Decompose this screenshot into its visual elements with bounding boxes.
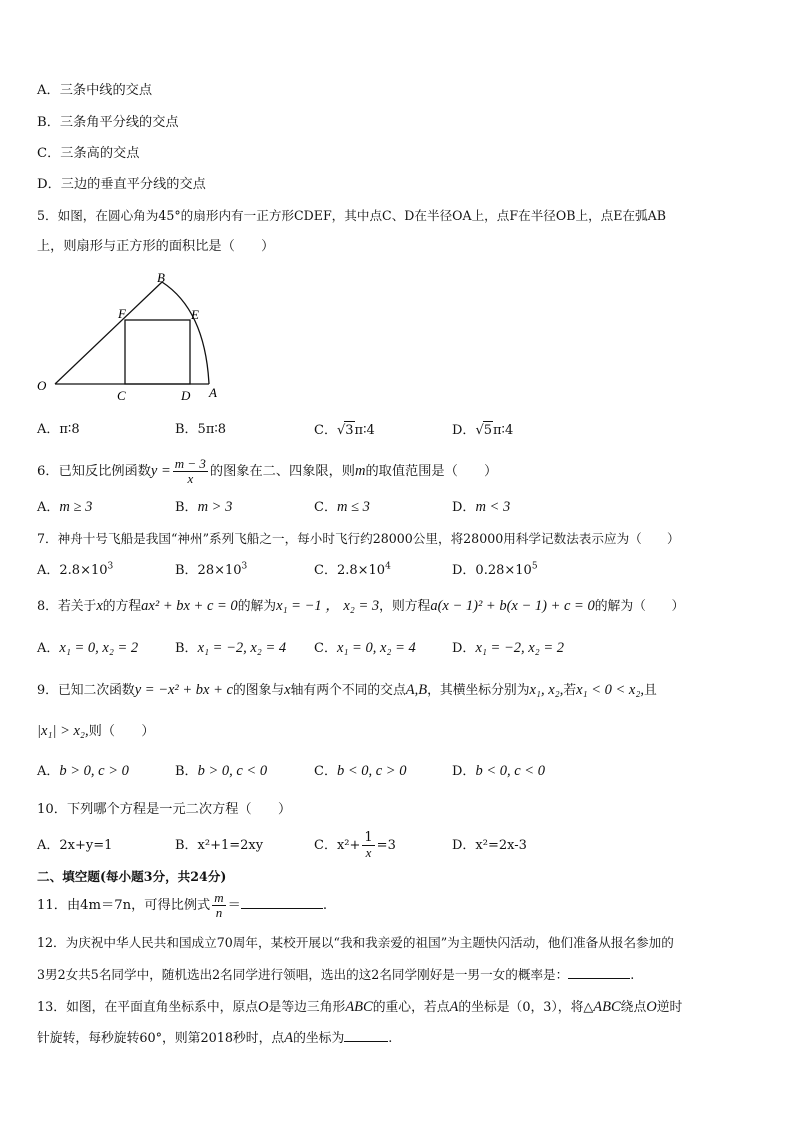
q10-option-d: D．x²=2x-3 xyxy=(452,838,527,853)
section2-title: 二、填空题(每小题3分，共24分) xyxy=(37,869,227,884)
label-b: B xyxy=(157,270,165,285)
q13-stem-line2: 针旋转，每秒旋转60°，则第2018秒时，点A的坐标为 . xyxy=(37,1030,393,1046)
q8-option-d: D．x₁ = −2, x₂ = 2 xyxy=(452,640,564,656)
q10-option-c: C．x²+ $\frac{1}{x}$ =3 xyxy=(314,830,396,860)
radius-ob xyxy=(55,282,162,384)
label-d: D xyxy=(181,388,191,403)
label-a: A xyxy=(209,385,217,400)
q5-stem-line1: 5．如图，在圆心角为45°的扇形内有一正方形CDEF，其中点C、D在半径OA上，点F在半径OB上，点E在弧AB xyxy=(37,208,666,223)
q9-option-c: C．b < 0, c > 0 xyxy=(314,763,407,779)
q12-stem-line2: 3男2女共5名同学中，随机选出2名同学进行领唱，选出的这2名同学刚好是一男一女的概率是： . xyxy=(37,967,635,982)
q9-option-d: D．b < 0, c < 0 xyxy=(452,763,545,779)
q6-stem: 6．已知反比例函数y = $\frac{m - 3}{x}$ 的图象在二、四象限，则m的取值范围是（ ） xyxy=(37,456,498,486)
square-cdef xyxy=(125,320,190,384)
q6-option-b: B．m > 3 xyxy=(175,499,233,515)
prev-option-c: C．三条高的交点 xyxy=(37,146,140,161)
q8-option-a: A．x₁ = 0, x₂ = 2 xyxy=(37,640,139,656)
q13-stem-line1: 13．如图，在平面直角坐标系中，原点O是等边三角形ABC的重心，若点A的坐标是（0，3），将△ABC绕点O逆时 xyxy=(37,999,683,1015)
q7-option-a: A．$2.8\times 10^3$ xyxy=(37,561,114,578)
q7-option-d: D．$0.28\times 10^5$ xyxy=(452,561,538,578)
q5-option-b: B．5π∶8 xyxy=(175,422,227,437)
q12-stem-line1: 12．为庆祝中华人民共和国成立70周年，某校开展以“我和我亲爱的祖国”为主题快闪活动，他们准备从报名参加的 xyxy=(37,935,674,950)
label-e: E xyxy=(191,307,199,322)
prev-option-d: D．三边的垂直平分线的交点 xyxy=(37,177,206,192)
q13-answer-blank[interactable] xyxy=(344,1029,388,1042)
q9-option-a: A．b > 0, c > 0 xyxy=(37,763,129,779)
q5-stem-line2: 上，则扇形与正方形的面积比是（ ） xyxy=(37,239,275,254)
q10-option-b: B．x²+1=2xy xyxy=(175,838,264,853)
q11-stem: 11．由4m＝7n，可得比例式 $\frac{m}{n}$ ＝ . xyxy=(37,890,328,920)
label-c: C xyxy=(117,388,126,403)
q9-option-b: B．b > 0, c < 0 xyxy=(175,763,268,779)
q11-answer-blank[interactable] xyxy=(241,896,323,909)
q5-option-c: C．√3π∶4 xyxy=(314,423,375,438)
arc-ab xyxy=(162,282,209,384)
q6-fraction: $\frac{m - 3}{x}$ xyxy=(174,456,206,486)
q10-option-a: A．2x+y=1 xyxy=(37,838,113,853)
q10-stem: 10．下列哪个方程是一元二次方程（ ） xyxy=(37,802,292,817)
q9-stem-line2: |x₁| > x₂,则（ ） xyxy=(37,723,155,739)
q6-option-d: D．m < 3 xyxy=(452,499,511,515)
q6-option-a: A．m ≥ 3 xyxy=(37,499,93,515)
q7-option-c: C．$2.8\times 10^4$ xyxy=(314,561,391,578)
q7-stem: 7．神舟十号飞船是我国“神州”系列飞船之一，每小时飞行约28000公里，将28000用科学记数法表示应为（ ） xyxy=(37,531,680,546)
q5-option-d: D．√5π∶4 xyxy=(452,423,514,438)
q7-option-b: B．$28\times 10^3$ xyxy=(175,561,248,578)
q9-stem-line1: 9．已知二次函数y = −x² + bx + c的图象与x轴有两个不同的交点A,B，其横坐标分别为x₁, x₂,若x₁ < 0 < x₂,且 xyxy=(37,682,657,698)
q5-option-a: A．π∶8 xyxy=(37,422,80,437)
q8-option-b: B．x₁ = −2, x₂ = 4 xyxy=(175,640,287,656)
prev-option-b: B．三条角平分线的交点 xyxy=(37,115,179,130)
q8-option-c: C．x₁ = 0, x₂ = 4 xyxy=(314,640,416,656)
label-f: F xyxy=(118,306,126,321)
label-o: O xyxy=(37,378,47,393)
q12-answer-blank[interactable] xyxy=(568,966,630,979)
q6-option-c: C．m ≤ 3 xyxy=(314,499,370,515)
sector-square-figure xyxy=(35,270,225,405)
q8-stem: 8．若关于x的方程ax² + bx + c = 0的解为x₁ = −1 ， x₂ = 3，则方程a(x − 1)² + b(x − 1) + c = 0的解为（ ） xyxy=(37,598,685,614)
prev-option-a: A．三条中线的交点 xyxy=(37,83,153,98)
